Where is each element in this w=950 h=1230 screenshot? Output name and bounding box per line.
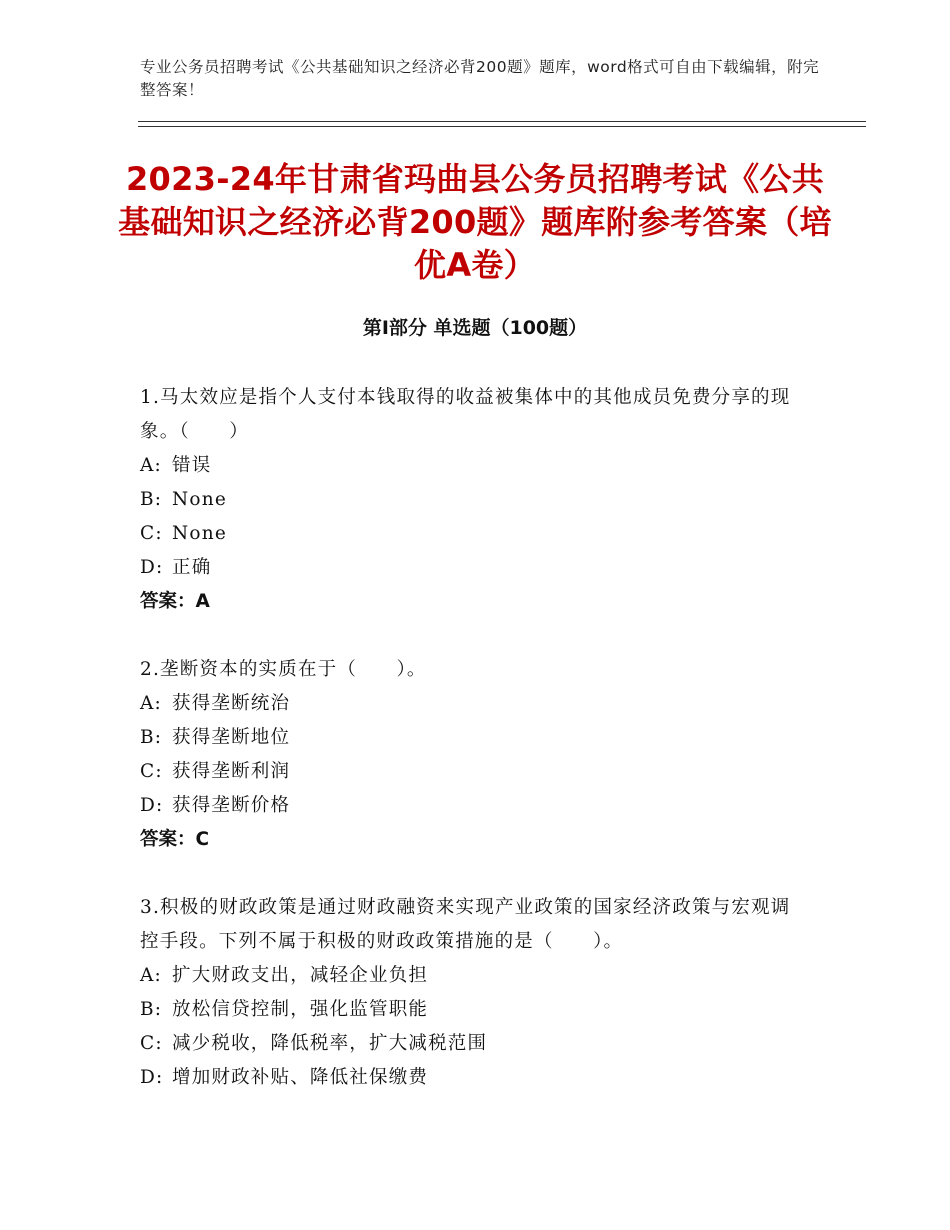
option-key: B:	[140, 999, 163, 1020]
option-d	[140, 551, 805, 585]
option-b	[140, 483, 805, 517]
option-d	[140, 789, 805, 823]
question-list	[140, 381, 805, 1129]
option-a	[140, 687, 805, 721]
option-text: 获得垄断统治	[172, 693, 291, 714]
option-a	[140, 449, 805, 483]
answer-label: 答案：	[140, 829, 196, 850]
header-rule-top	[138, 121, 866, 122]
answer-line	[140, 823, 805, 857]
option-c	[140, 755, 805, 789]
option-text: None	[172, 523, 227, 544]
option-text: 获得垄断价格	[172, 795, 291, 816]
option-key: A:	[140, 455, 162, 476]
option-key: A:	[140, 965, 162, 986]
option-key: C:	[140, 1033, 163, 1054]
document-title: 2023-24年甘肃省玛曲县公务员招聘考试《公共基础知识之经济必背200题》题库附参考答案（培优A卷）	[118, 160, 832, 284]
option-b	[140, 993, 805, 1027]
option-text: 获得垄断利润	[172, 761, 291, 782]
option-d	[140, 1061, 805, 1095]
header-note: 专业公务员招聘考试《公共基础知识之经济必背200题》题库，word格式可自由下载编辑，附完整答案！	[140, 58, 820, 99]
option-text: 错误	[172, 455, 212, 476]
option-key: A:	[140, 693, 162, 714]
answer-line	[140, 585, 805, 619]
question-2	[140, 653, 805, 857]
question-stem: 3.积极的财政政策是通过财政融资来实现产业政策的国家经济政策与宏观调控手段。下列不属于积极的财政政策措施的是（ ）。	[140, 897, 791, 952]
option-b	[140, 721, 805, 755]
answer-label: 答案：	[140, 591, 196, 612]
option-text: 获得垄断地位	[172, 727, 291, 748]
option-text: 扩大财政支出，减轻企业负担	[172, 965, 429, 986]
question-stem: 2.垄断资本的实质在于（ ）。	[140, 659, 427, 680]
option-key: C:	[140, 761, 163, 782]
option-text: 增加财政补贴、降低社保缴费	[172, 1067, 429, 1088]
question-3	[140, 891, 805, 1095]
option-key: D:	[140, 1067, 164, 1088]
option-key: D:	[140, 795, 164, 816]
section-title: 第I部分 单选题（100题）	[362, 317, 588, 339]
option-text: 减少税收，降低税率，扩大减税范围	[172, 1033, 488, 1054]
option-c	[140, 1027, 805, 1061]
question-1	[140, 381, 805, 619]
option-key: B:	[140, 489, 163, 510]
option-text: 放松信贷控制，强化监管职能	[172, 999, 429, 1020]
option-a	[140, 959, 805, 993]
option-key: B:	[140, 727, 163, 748]
option-text: None	[172, 489, 227, 510]
option-key: D:	[140, 557, 164, 578]
option-c	[140, 517, 805, 551]
header-rule-bottom	[138, 126, 866, 127]
option-text: 正确	[172, 557, 212, 578]
option-key: C:	[140, 523, 163, 544]
answer-value: C	[195, 829, 210, 850]
question-stem: 1.马太效应是指个人支付本钱取得的收益被集体中的其他成员免费分享的现象。（ ）	[140, 387, 791, 442]
answer-value: A	[195, 591, 210, 612]
